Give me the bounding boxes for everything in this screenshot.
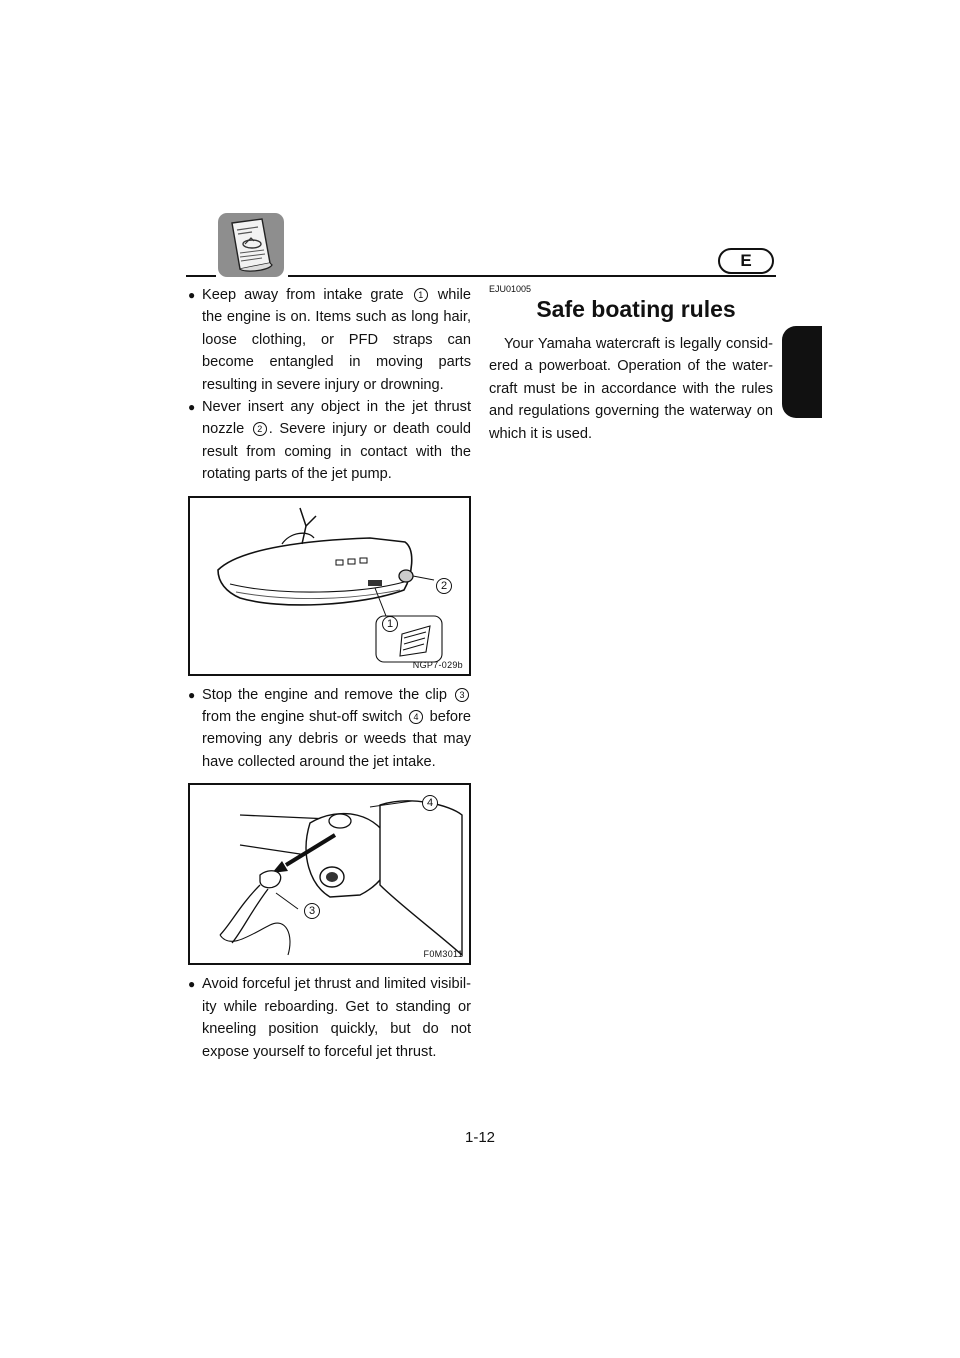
callout-marker: 4 (409, 710, 423, 724)
handlebar-illustration (190, 785, 469, 963)
section-paragraph: Your Yamaha watercraft is legally consid-ered a powerboat. Operation of the water-craft must be in accordance with the rules and regulations governing the waterway on which it is used. (489, 336, 773, 442)
callout-marker: 2 (253, 422, 267, 436)
figure-shutoff-switch (188, 783, 471, 965)
callout-2: 2 (436, 578, 452, 594)
header-rule-right (288, 275, 776, 277)
section-code: EJU01005 (489, 284, 532, 294)
manual-book-icon (218, 213, 284, 277)
figure-code: F0M3011 (423, 949, 463, 960)
bullet-stop-engine: ● Stop the engine and remove the clip 3 from the engine shut-off switch 4 before removing any debris or weeds that may have collected around the jet intake. (188, 684, 471, 774)
language-badge: E (718, 248, 774, 274)
callout-1: 1 (382, 616, 398, 632)
callout-marker: 1 (414, 288, 428, 302)
bullet-dot-icon: ● (188, 977, 196, 992)
page-number: 1-12 (464, 1129, 496, 1146)
bullet-dot-icon: ● (188, 687, 196, 702)
callout-marker: 3 (455, 688, 469, 702)
header-rule-left (186, 275, 216, 277)
callout-3: 3 (304, 903, 320, 919)
bullet-reboarding: ● Avoid forceful jet thrust and limited visibil-ity while reboarding. Get to standing or kneeling position quickly, but do not expose yourself to forceful jet thrust. (188, 973, 471, 1063)
figure-watercraft (188, 496, 471, 676)
right-column (489, 284, 773, 445)
left-column (188, 284, 471, 1063)
bullet-intake-grate: ● Keep away from intake grate 1 while the engine is on. Items such as long hair, loose clothing, or PFD straps can become entangled in moving parts resulting in severe injury or drowning. (188, 284, 471, 396)
watercraft-illustration (190, 498, 469, 674)
bullet-dot-icon: ● (188, 288, 196, 302)
chapter-tab (782, 326, 822, 418)
section-heading: Safe boating rules (536, 296, 736, 322)
figure-code: NGP7-029b (412, 659, 463, 670)
callout-4: 4 (422, 795, 438, 811)
bullet-dot-icon: ● (188, 400, 196, 415)
bullet-jet-nozzle: ● Never insert any object in the jet thrust nozzle 2 . Severe injury or death could result from coming in contact with the rotating parts of the jet pump. (188, 396, 471, 486)
